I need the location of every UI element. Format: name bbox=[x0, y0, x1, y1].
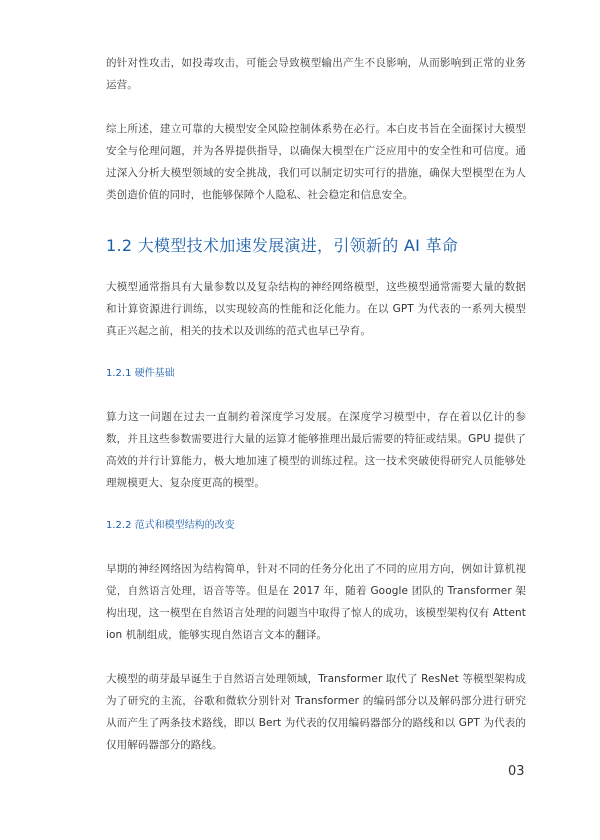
paragraph-intro-tail: 的针对性攻击，如投毒攻击，可能会导致模型输出产生不良影响，从而影响到正常的业务运营。 bbox=[106, 57, 526, 91]
page-number: 03 bbox=[508, 764, 525, 779]
subsection-title-hardware: 1.2.1 硬件基础 bbox=[106, 368, 175, 379]
paragraph-hardware: 算力这一问题在过去一直制约着深度学习发展。在深度学习模型中，存在着以亿计的参数，并且这些参数需要进行大量的运算才能够推理出最后需要的特征或结果。GPU 提供了高效的并行计算能力，极大地加速了模型的训练过程。这一技术突破使得研究人员能够处理规模更大、复杂度更高的模型。 bbox=[106, 411, 526, 489]
paragraph-paradigm-1: 早期的神经网络因为结构简单，针对不同的任务分化出了不同的应用方向，例如计算机视觉，自然语言处理，语音等等。但是在 2017 年，随着 Google 团队的 Transformer 架构出现，这一模型在自然语言处理的问题当中取得了惊人的成功，该模型架构仅有 Attention 机制组成，能够实现自然语言文本的翻译。 bbox=[106, 563, 526, 641]
section-title: 1.2 大模型技术加速发展演进，引领新的 AI 革命 bbox=[106, 236, 459, 255]
paragraph-section-intro: 大模型通常指具有大量参数以及复杂结构的神经网络模型，这些模型通常需要大量的数据和计算资源进行训练，以实现较高的性能和泛化能力。在以 GPT 为代表的一系列大模型真正兴起之前，相关的技术以及训练的范式也早已孕育。 bbox=[106, 281, 526, 337]
paragraph-paradigm-2: 大模型的萌芽最早诞生于自然语言处理领域，Transformer 取代了 ResNet 等模型架构成为了研究的主流，谷歌和微软分别针对 Transformer 的编码部分以及解码部分进行研究从而产生了两条技术路线，即以 Bert 为代表的仅用编码器部分的路线和以 GPT 为代表的仅用解码器部分的路线。 bbox=[106, 673, 526, 751]
page-content bbox=[106, 52, 526, 756]
paragraph-summary: 综上所述，建立可靠的大模型安全风险控制体系势在必行。本白皮书旨在全面探讨大模型安全与伦理问题，并为各界提供指导，以确保大模型在广泛应用中的安全性和可信度。通过深入分析大模型领域的安全挑战，我们可以制定切实可行的措施，确保大型模型在为人类创造价值的同时，也能够保障个人隐私、社会稳定和信息安全。 bbox=[106, 123, 526, 201]
subsection-title-paradigm: 1.2.2 范式和模型结构的改变 bbox=[106, 520, 235, 531]
